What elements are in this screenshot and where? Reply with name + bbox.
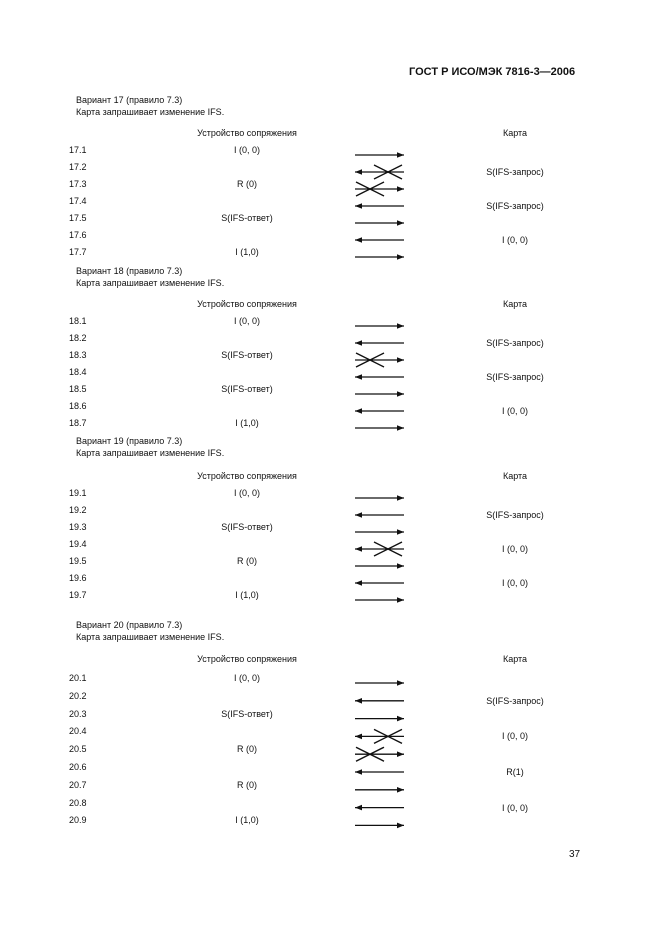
arrow-head-left xyxy=(355,408,362,414)
device-message: S(IFS-ответ) xyxy=(221,350,273,360)
step-number: 19.3 xyxy=(69,522,87,532)
device-message: S(IFS-ответ) xyxy=(221,522,273,532)
device-message: I (0, 0) xyxy=(233,488,261,498)
step-number: 19.7 xyxy=(69,590,87,600)
step-number: 20.7 xyxy=(69,779,87,790)
arrow-head-right xyxy=(397,495,404,501)
arrow-head-left xyxy=(355,203,362,209)
device-message: I (0, 0) xyxy=(233,145,261,155)
column-header-device: Устройство сопряжения xyxy=(197,471,297,481)
document-header: ГОСТ Р ИСО/МЭК 7816-3—2006 xyxy=(409,66,576,78)
card-message: S(IFS-запрос) xyxy=(486,338,544,348)
arrow-head-left xyxy=(355,580,362,586)
step-number: 18.2 xyxy=(69,333,87,343)
variant-subtitle: Карта запрашивает изменение IFS. xyxy=(76,107,225,117)
step-number: 19.4 xyxy=(69,539,87,549)
arrow-head-right xyxy=(397,563,404,569)
card-message: I (0, 0) xyxy=(501,578,529,588)
arrow-head-left xyxy=(355,169,362,175)
arrow-head-right xyxy=(397,186,404,192)
device-message: R (0) xyxy=(237,779,257,790)
variant-subtitle: Карта запрашивает изменение IFS. xyxy=(76,632,225,642)
device-message: R (0) xyxy=(237,179,257,189)
arrow-head-right xyxy=(397,323,404,329)
arrow-head-left xyxy=(355,340,362,346)
device-message: I (1,0) xyxy=(235,418,259,428)
arrow-head-left xyxy=(355,512,362,518)
arrow-head-right xyxy=(397,357,404,363)
column-header-card: Карта xyxy=(502,654,528,664)
card-message: S(IFS-запрос) xyxy=(486,510,544,520)
device-message: S(IFS-ответ) xyxy=(221,213,273,223)
page-number: 37 xyxy=(569,849,581,860)
card-message: I (0, 0) xyxy=(501,802,529,813)
arrow-head-right xyxy=(397,220,404,226)
arrow-head-left xyxy=(355,698,362,704)
arrow-head-left xyxy=(355,374,362,380)
card-message: S(IFS-запрос) xyxy=(486,372,544,382)
step-number: 17.7 xyxy=(69,247,87,257)
column-header-device: Устройство сопряжения xyxy=(197,128,297,138)
step-number: 17.2 xyxy=(69,162,87,172)
device-message: I (0, 0) xyxy=(233,673,261,683)
step-number: 18.3 xyxy=(69,350,87,360)
step-number: 20.8 xyxy=(69,797,87,808)
step-number: 20.6 xyxy=(69,762,87,772)
card-message: I (0, 0) xyxy=(501,235,529,245)
arrow-head-left xyxy=(355,805,362,811)
column-header-card: Карта xyxy=(502,299,528,309)
device-message: R (0) xyxy=(237,744,257,755)
step-number: 17.1 xyxy=(69,145,87,155)
device-message: I (1,0) xyxy=(235,590,259,600)
column-header-device: Устройство сопряжения xyxy=(197,654,297,664)
step-number: 19.1 xyxy=(69,488,87,498)
variant-title: Вариант 18 (правило 7.3) xyxy=(76,266,183,276)
arrow-head-right xyxy=(397,391,404,397)
card-message: R(1) xyxy=(506,767,524,777)
step-number: 19.5 xyxy=(69,556,87,566)
step-number: 17.5 xyxy=(69,213,87,223)
card-message: S(IFS-запрос) xyxy=(486,201,544,211)
arrow-head-left xyxy=(355,769,362,775)
arrow-head-right xyxy=(397,597,404,603)
step-number: 17.6 xyxy=(69,230,87,240)
step-number: 18.1 xyxy=(69,316,87,326)
step-number: 20.4 xyxy=(69,726,87,737)
step-number: 18.4 xyxy=(69,367,87,377)
step-number: 20.9 xyxy=(69,815,87,826)
device-message: S(IFS-ответ) xyxy=(221,384,273,394)
arrow-head-right xyxy=(397,529,404,535)
variant-title: Вариант 20 (правило 7.3) xyxy=(76,620,183,630)
step-number: 20.3 xyxy=(69,708,87,719)
device-message: S(IFS-ответ) xyxy=(221,708,273,719)
step-number: 18.5 xyxy=(69,384,87,394)
device-message: I (0, 0) xyxy=(233,316,261,326)
device-message: R (0) xyxy=(237,556,257,566)
arrow-head-right xyxy=(397,254,404,260)
arrow-head-left xyxy=(355,237,362,243)
arrow-head-left xyxy=(355,734,362,740)
step-number: 19.2 xyxy=(69,505,87,515)
step-number: 19.6 xyxy=(69,573,87,583)
arrow-head-right xyxy=(397,152,404,158)
arrow-head-right xyxy=(397,716,404,722)
column-header-device: Устройство сопряжения xyxy=(197,299,297,309)
variant-title: Вариант 19 (правило 7.3) xyxy=(76,436,183,446)
card-message: I (0, 0) xyxy=(501,544,529,554)
arrow-head-left xyxy=(355,546,362,552)
arrow-head-right xyxy=(397,425,404,431)
column-header-card: Карта xyxy=(502,128,528,138)
variant-subtitle: Карта запрашивает изменение IFS. xyxy=(76,278,225,288)
card-message: I (0, 0) xyxy=(501,406,529,416)
arrow-head-right xyxy=(397,680,404,686)
arrow-head-right xyxy=(397,823,404,829)
step-number: 18.6 xyxy=(69,401,87,411)
step-number: 17.4 xyxy=(69,196,87,206)
variant-subtitle: Карта запрашивает изменение IFS. xyxy=(76,448,225,458)
column-header-card: Карта xyxy=(502,471,528,481)
step-number: 18.7 xyxy=(69,418,87,428)
step-number: 20.1 xyxy=(69,673,87,683)
step-number: 20.5 xyxy=(69,744,87,755)
variant-title: Вариант 17 (правило 7.3) xyxy=(76,95,183,105)
step-number: 20.2 xyxy=(69,690,87,701)
step-number: 17.3 xyxy=(69,179,87,189)
card-message: I (0, 0) xyxy=(501,731,529,742)
card-message: S(IFS-запрос) xyxy=(486,167,544,177)
arrow-head-right xyxy=(397,787,404,793)
device-message: I (1,0) xyxy=(235,815,259,826)
card-message: S(IFS-запрос) xyxy=(486,695,544,706)
device-message: I (1,0) xyxy=(235,247,259,257)
arrow-head-right xyxy=(397,751,404,757)
